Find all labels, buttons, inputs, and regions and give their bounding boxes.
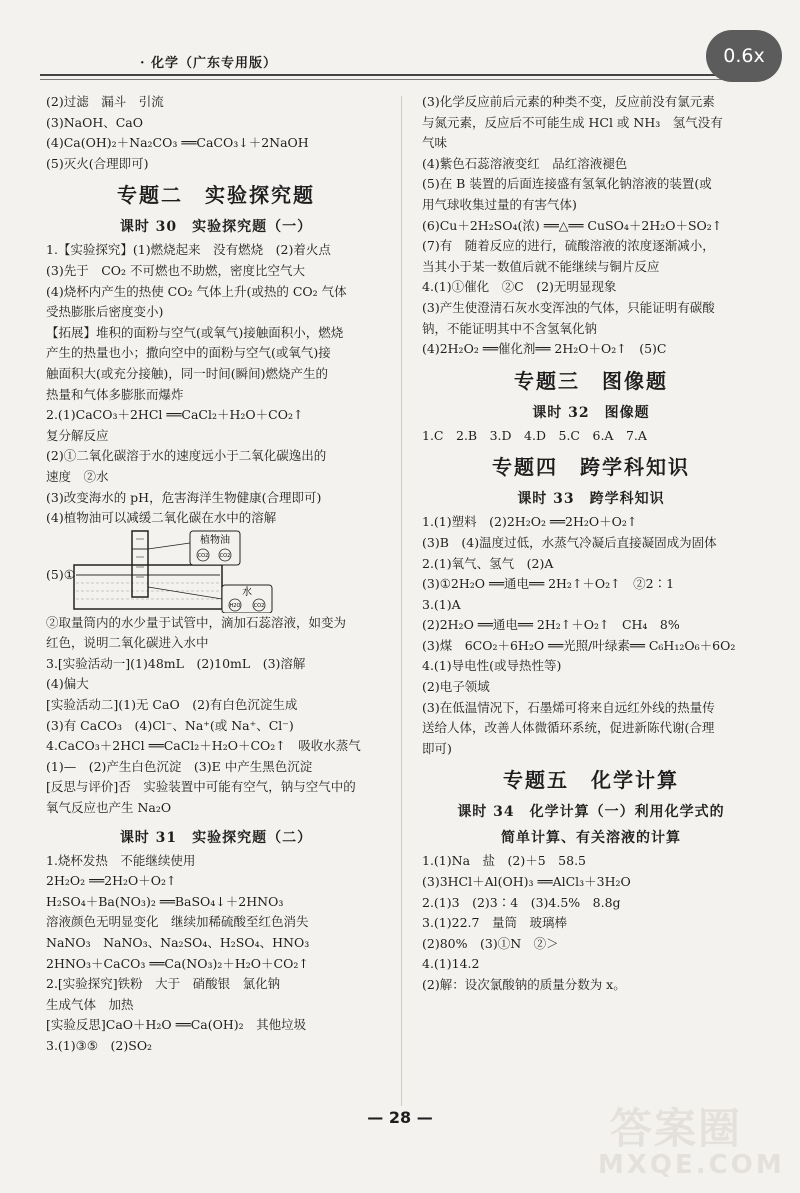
answer-line: 送给人体，改善人体微循环系统，促进新陈代谢(合理 [422,720,715,736]
lesson-32-heading: 课时 32 图像题 [532,404,650,421]
answer-line: (3)化学反应前后元素的种类不变，反应前没有氯元素 [422,94,715,109]
answer-line: (2)解：设次氯酸钠的质量分数为 x。 [422,977,626,992]
answer-line: (3)产生使澄清石灰水变浑浊的气体，只能证明有碳酸 [422,299,715,315]
answer-line: 产生的热量也小；撒向空中的面粉与空气(或氧气)接 [46,345,331,361]
header-title: · 化学（广东专用版） [140,56,278,71]
answer-line: 2.(1)3 (2)3∶4 (3)4.5% 8.8g [422,894,621,910]
answer-line: 3.(1)③⑤ (2)SO₂ [46,1037,153,1053]
lesson-33-heading: 课时 33 跨学科知识 [517,491,665,508]
answer-line: (4)紫色石蕊溶液变红 品红溶液褪色 [422,155,628,171]
lesson-30-answers [46,240,386,528]
answer-line: 受热膨胀后密度变小) [46,304,164,320]
header-rule-thin [40,79,760,80]
lesson-34-subheading: 简单计算、有关溶液的计算 [501,830,681,847]
answer-line: (6)Cu＋2H₂SO₄(浓) ══△══ CuSO₄＋2H₂O＋SO₂↑ [422,217,723,233]
answer-line: NaNO₃ NaNO₃、Na₂SO₄、H₂SO₄、HNO₃ [46,935,310,950]
topic-2-heading: 专题二 实验探究题 [117,183,315,208]
answer-line: 生成气体 加热 [46,996,134,1012]
answer-line: (3)改变海水的 pH，危害海洋生物健康(合理即可) [46,489,322,505]
answer-line: H₂SO₄＋Ba(NO₃)₂ ══BaSO₄↓＋2HNO₃ [46,893,284,909]
answer-line: 3.[实验活动一](1)48mL (2)10mL (3)溶解 [46,655,306,671]
answer-line: 2H₂O₂ ══2H₂O＋O₂↑ [46,873,177,889]
water-label: 水 [242,586,252,598]
oil-label: 植物油 [200,534,230,546]
measuring-cylinder [132,531,148,597]
answer-line: (3)B (4)温度过低，水蒸气冷凝后直接凝固成为固体 [422,534,717,550]
answer-line: 3.(1)A [422,596,461,612]
answer-line: 触面积大(或充分接触)，同一时间(瞬间)燃烧产生的 [46,365,329,381]
answer-line: 复分解反应 [46,427,109,443]
answer-line: (7)有 随着反应的进行，硫酸溶液的浓度逐渐减小， [422,238,715,254]
watermark-url: MXQE.COM [598,1150,785,1180]
answer-line: 当其小于某一数值后就不能继续与铜片反应 [422,258,660,274]
answer-line: 4.(1)①催化 ②C (2)无明显现象 [422,279,617,295]
answer-line: 氧气反应也产生 Na₂O [46,800,172,816]
answer-line: (2)电子领域 [422,679,490,695]
figure-label: (5)① [46,566,75,582]
answer-line: 3.(1)22.7 量筒 玻璃棒 [422,915,567,931]
lesson-34-heading: 课时 34 化学计算（一）利用化学式的 [457,804,725,821]
page-number: — 28 — [367,1108,433,1127]
answer-line: (4)2H₂O₂ ══催化剂══ 2H₂O＋O₂↑ (5)C [422,341,667,357]
answer-line: (3)在低温情况下，石墨烯可将来自远红外线的热量传 [422,699,715,715]
answer-line: 2.(1)氧气、氢气 (2)A [422,555,554,571]
answer-line: (2)2H₂O ══通电══ 2H₂↑＋O₂↑ CH₄ 8% [422,617,680,633]
lesson-30-answers-continued [46,613,386,819]
topic-3-heading: 专题三 图像题 [514,368,668,393]
answer-line: 4.(1)导电性(或导热性等) [422,658,562,674]
answer-line: 速度 ②水 [46,468,109,484]
left-top-lines [46,92,386,174]
answer-line: 4.(1)14.2 [422,956,480,972]
column-divider [401,96,402,1106]
answer-line: 气味 [422,135,448,151]
right-top-lines [422,92,760,360]
watermark-logo: 答案圈 [610,1104,743,1153]
answer-line: 2.[实验探究]铁粉 大于 硝酸银 氯化钠 [46,976,281,992]
answer-line: (3)3HCl＋Al(OH)₃ ══AlCl₃＋3H₂O [422,874,631,890]
answer-line: (3)①2H₂O ══通电══ 2H₂↑＋O₂↑ ②2∶1 [422,576,675,592]
answer-line: (5)灭火(合理即可) [46,155,149,171]
answer-line: (4)植物油可以减缓二氧化碳在水中的溶解 [46,510,277,526]
lesson-34-answers [422,851,760,995]
oil-molecule: CO2 [219,552,231,559]
lesson-33-answers [422,512,760,759]
answer-line: 用气球收集过量的有害气体) [422,196,577,212]
header-rule [40,74,760,76]
lesson-31-heading: 课时 31 实验探究题（二） [119,829,313,846]
answer-line: (4)烧杯内产生的热使 CO₂ 气体上升(或热的 CO₂ 气体 [46,283,347,299]
answer-line: 2HNO₃＋CaCO₃ ══Ca(NO₃)₂＋H₂O＋CO₂↑ [46,955,309,971]
page-header [40,46,760,76]
answer-line: (3)先于 CO₂ 不可燃也不助燃，密度比空气大 [46,262,306,278]
answer-line: [实验活动二](1)无 CaO (2)有白色沉淀生成 [46,697,298,713]
answer-line: (3)NaOH、CaO [46,114,144,130]
right-column [422,92,760,996]
answer-line: 1.【实验探究】(1)燃烧起来 没有燃烧 (2)着火点 [46,242,331,258]
answer-line: (2)过滤 漏斗 引流 [46,94,164,109]
answer-line: 红色，说明二氧化碳进入水中 [46,635,209,651]
answer-line: (4)Ca(OH)₂＋Na₂CO₃ ══CaCO₃↓＋2NaOH [46,135,309,151]
answer-line: 2.(1)CaCO₃＋2HCl ══CaCl₂＋H₂O＋CO₂↑ [46,407,304,423]
answer-line: 溶液颜色无明显变化 继续加稀硫酸至红色消失 [46,914,309,930]
answer-line: (1)— (2)产生白色沉淀 (3)E 中产生黑色沉淀 [46,758,313,774]
answer-line: 1.烧杯发热 不能继续使用 [46,852,196,868]
answer-line: 热量和气体多膨胀而爆炸 [46,386,184,402]
answer-line: 即可) [422,740,452,756]
oil-molecule: CO2 [197,552,209,559]
water-molecule: H2O [229,602,241,609]
answer-line: (3)煤 6CO₂＋6H₂O ══光照/叶绿素══ C₆H₁₂O₆＋6O₂ [422,637,736,653]
water-molecule: CO2 [253,602,265,609]
answer-line: 【拓展】堆积的面粉与空气(或氧气)接触面积小，燃烧 [46,324,344,340]
answer-line: (2)80% (3)①N ②＞ [422,935,559,951]
cylinder-in-water-diagram [72,529,332,613]
answer-line: 4.CaCO₃＋2HCl ══CaCl₂＋H₂O＋CO₂↑ 吸收水蒸气 [46,738,361,754]
answer-line: [实验反思]CaO＋H₂O ══Ca(OH)₂ 其他垃圾 [46,1017,307,1033]
answer-line: 钠，不能证明其中不含氢氧化钠 [422,320,598,336]
answer-line: 1.(1)塑料 (2)2H₂O₂ ══2H₂O＋O₂↑ [422,514,638,530]
left-column [46,92,386,1057]
answer-line: (5)在 B 装置的后面连接盛有氢氧化钠溶液的装置(或 [422,176,712,192]
topic-4-heading: 专题四 跨学科知识 [492,455,690,480]
answer-line: 1.(1)Na 盐 (2)＋5 58.5 [422,853,587,869]
answer-line: (2)①二氧化碳溶于水的速度远小于二氧化碳逸出的 [46,448,327,464]
topic-5-heading: 专题五 化学计算 [503,768,679,793]
answer-line: 与氮元素，反应后不可能生成 HCl 或 NH₃ 氢气没有 [422,114,723,130]
zoom-level-badge[interactable]: 0.6x [706,30,782,82]
answer-line: ②取量筒内的水少量于试管中，滴加石蕊溶液，如变为 [46,614,347,630]
answer-line: [反思与评价]否 实验装置中可能有空气，钠与空气中的 [46,779,356,795]
answer-line: (4)偏大 [46,676,89,692]
lesson-31-answers [46,851,386,1057]
lesson-30-heading: 课时 30 实验探究题（一） [119,219,313,236]
answer-line: 1.C 2.B 3.D 4.D 5.C 6.A 7.A [422,427,647,443]
experiment-figure-row [46,529,386,613]
answer-line: (3)有 CaCO₃ (4)Cl⁻、Na⁺(或 Na⁺、Cl⁻) [46,717,294,733]
